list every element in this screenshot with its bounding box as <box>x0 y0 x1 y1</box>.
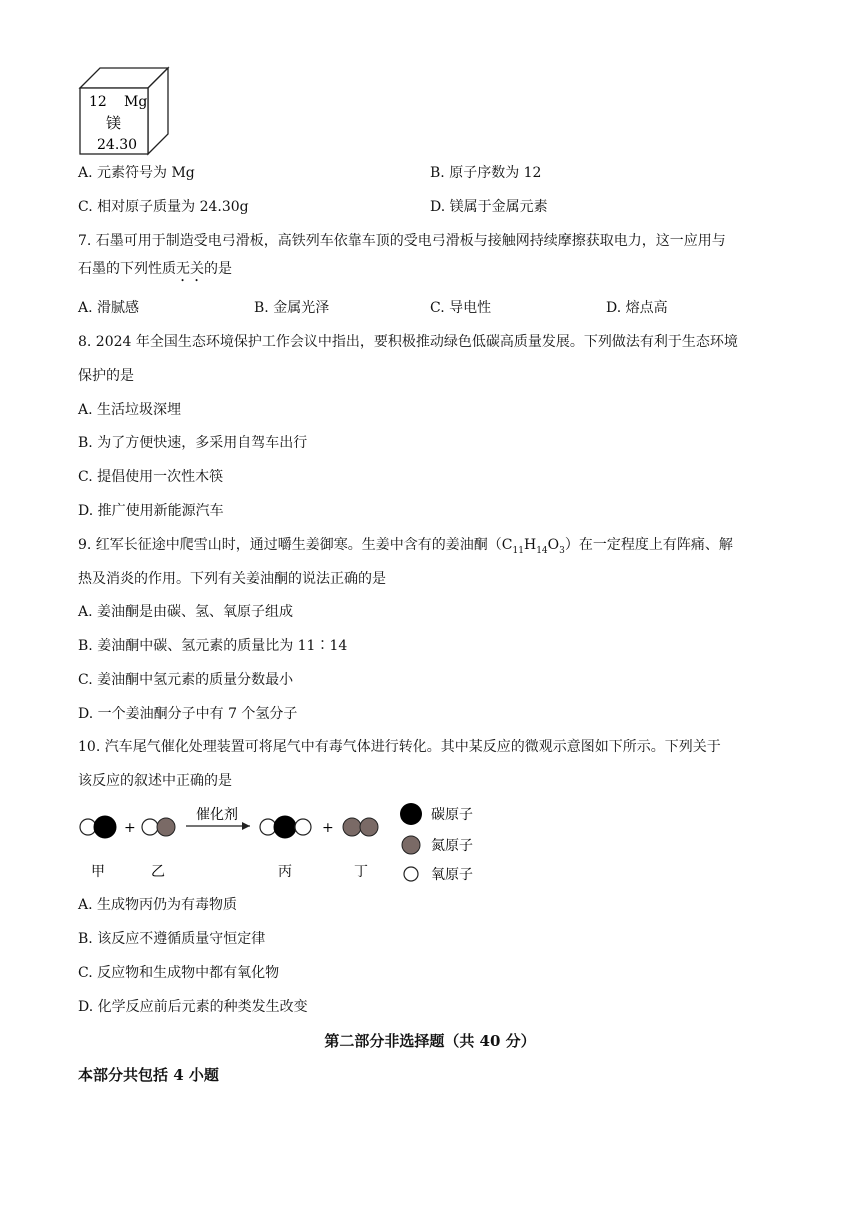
q9-stem-line1: 9. 红军长征途中爬雪山时，通过嚼生姜御寒。生姜中含有的姜油酮$(C_{11}H_{14}O_3)$在一定程度上有阵痛、解 <box>78 537 733 556</box>
q9-option-a: A. 姜油酮是由碳、氢、氧原子组成 <box>78 604 294 620</box>
q6-option-a: A. 元素符号为 Mg <box>78 165 195 181</box>
q6-option-c: C. 相对原子质量为 24.30g <box>78 199 249 215</box>
magnesium-element-card <box>78 66 174 156</box>
element-symbol: Mg <box>124 94 148 110</box>
molecule-jia-carbon <box>94 816 116 838</box>
label-jia: 甲 <box>91 864 105 880</box>
section2-subtitle: 本部分共包括 4 小题 <box>78 1066 219 1084</box>
q10-option-a: A. 生成物丙仍为有毒物质 <box>78 897 238 913</box>
legend-oxygen-icon <box>404 867 418 881</box>
q8-stem-line1: 8. 2024 年全国生态环境保护工作会议中指出，要积极推动绿色低碳高质量发展。下列做法有利于生态环境 <box>78 334 738 350</box>
molecule-ding-nitrogen-right <box>360 818 378 836</box>
label-ding: 丁 <box>354 864 368 880</box>
plus-sign-1: + <box>124 820 136 836</box>
element-name: 镁 <box>106 114 122 132</box>
section2-title: 第二部分非选择题（共 40 分） <box>324 1032 536 1050</box>
molecule-ding-nitrogen-left <box>343 818 361 836</box>
legend-nitrogen-icon <box>402 836 420 854</box>
q6-option-b: B. 原子序数为 12 <box>430 165 542 181</box>
molecule-bing-carbon <box>274 816 296 838</box>
plus-sign-2: + <box>322 820 334 836</box>
q7-option-b: B. 金属光泽 <box>254 300 330 316</box>
q7-option-c: C. 导电性 <box>430 300 492 316</box>
atomic-number: 12 <box>89 94 107 110</box>
q10-option-d: D. 化学反应前后元素的种类发生改变 <box>78 999 308 1015</box>
q7-option-a: A. 滑腻感 <box>78 300 140 316</box>
q8-option-b: B. 为了方便快速，多采用自驾车出行 <box>78 435 308 451</box>
q10-stem-line1: 10. 汽车尾气催化处理装置可将尾气中有毒气体进行转化。其中某反应的微观示意图如下所示。下列关于 <box>78 739 721 755</box>
q10-option-c: C. 反应物和生成物中都有氧化物 <box>78 965 280 981</box>
q10-stem-line2: 该反应的叙述中正确的是 <box>78 773 232 789</box>
legend-nitrogen-label: 氮原子 <box>431 838 473 854</box>
q9-option-b: B. 姜油酮中碳、氢元素的质量比为 11∶14 <box>78 638 348 654</box>
q7-option-d: D. 熔点高 <box>606 300 668 316</box>
legend-carbon-label: 碳原子 <box>431 807 473 823</box>
catalyst-label: 催化剂 <box>196 807 238 823</box>
q10-option-b: B. 该反应不遵循质量守恒定律 <box>78 931 266 947</box>
q7-emphasis: 无关 <box>176 261 204 277</box>
q9-option-c: C. 姜油酮中氢元素的质量分数最小 <box>78 672 294 688</box>
q9-option-d: D. 一个姜油酮分子中有 7 个氢分子 <box>78 706 298 722</box>
molecule-yi-nitrogen <box>157 818 175 836</box>
molecule-bing-oxygen-right <box>295 819 311 835</box>
legend-oxygen-label: 氧原子 <box>431 867 473 883</box>
q8-option-c: C. 提倡使用一次性木筷 <box>78 469 224 485</box>
atomic-mass: 24.30 <box>97 137 138 153</box>
arrow-head <box>242 822 250 830</box>
label-yi: 乙 <box>151 864 165 880</box>
q6-option-d: D. 镁属于金属元素 <box>430 199 548 215</box>
molecule-yi-oxygen <box>142 819 158 835</box>
q7-stem-line1: 7. 石墨可用于制造受电弓滑板，高铁列车依靠车顶的受电弓滑板与接触网持续摩擦获取电力，这一应用与 <box>78 233 726 249</box>
q9-stem-line2: 热及消炎的作用。下列有关姜油酮的说法正确的是 <box>78 571 386 587</box>
reaction-diagram <box>78 796 498 892</box>
q8-option-a: A. 生活垃圾深埋 <box>78 402 182 418</box>
q8-option-d: D. 推广使用新能源汽车 <box>78 503 224 519</box>
q7-stem-line2: 石墨的下列性质无关的是 <box>78 261 232 277</box>
legend-carbon-icon <box>400 803 422 825</box>
q8-stem-line2: 保护的是 <box>78 368 134 384</box>
label-bing: 丙 <box>278 864 292 880</box>
